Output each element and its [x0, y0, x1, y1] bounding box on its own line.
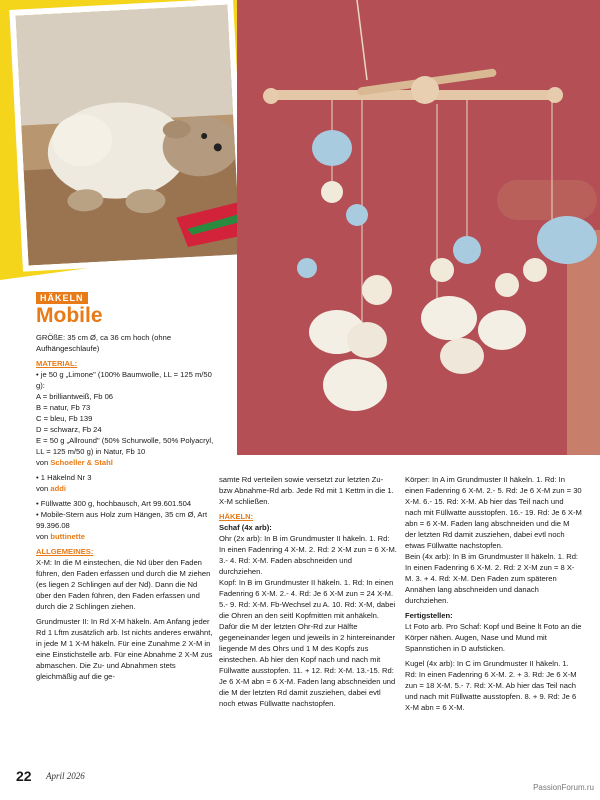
instruction-paragraph: Körper: In A im Grundmuster II häkeln. 1. Rd: In einen Fadenring 6 X-M. 2.- 5. Rd: Je 6 X-M zun = 30 X-M. 6.- 15. Rd: X-M. Ab hier das Teil nach und nach mit Füllwatte ausstopfen. 16.- 19. Rd: Je 6 X-M abn = 6 X-M. Faden lang abschneiden und die M der letzten Rd damit zusziehen, dabei evtl noch etwas Füllwatte nachstopfen.	[405, 475, 582, 550]
material-line: E = 50 g „Allround" (50% Schurwolle, 50% Polyacryl, LL = 125 m/50 g) in Natur, Fb 10	[36, 436, 214, 456]
instruction-paragraph: X-M: In die M einstechen, die Nd über den Faden führen, den Faden erfassen und durch die M ziehen (es liegen 2 Schlingen auf der Nd). Dann die Nd über den Faden führen, den Faden erfassen und durch die 2 Schlingen ziehen.	[36, 558, 211, 611]
page-title: Mobile	[36, 304, 103, 327]
instruction-paragraph: Kopf: In B im Grundmuster II häkeln. 1. Rd: In einen Fadenring 6 X-M. 2.- 4. Rd: Je 6 X-M zun = 24 X-M. 5.- 9. Rd: X-M. Fb-Wechsel zu A. 10. Rd: X-M, dabei die Ohren an den seitl Kopfmitten mit anhäkeln. Dafür die M der letzten Ohr-Rd zur Hälfte gegeneinander legen und jeweils in 2 hintereinander liegende M des Ohrs und 1 M des Kopfs zus einstechen. Ab hier den Kopf nach und nach mit Füllwatte ausstopfen. 11. + 12. Rd: X-M. 13.-15. Rd: Je 6 X-M abn = 6 X-M. Faden lang abschneiden und die M der letzten Rd damit zusziehen, dabei evtl noch etwas Füllwatte nachstopfen.	[219, 578, 396, 708]
vendor-name: buttinette	[50, 532, 85, 541]
column-1	[36, 332, 214, 682]
material-heading: MATERIAL:	[36, 359, 78, 368]
material-line: C = bleu, Fb 139	[36, 414, 93, 423]
material-line: • je 50 g „Limone" (100% Baumwolle, LL = 125 m/50 g):	[36, 370, 212, 390]
instruction-paragraph: Kugel (4x arb): In C im Grundmuster II häkeln. 1. Rd: In einen Fadenring 6 X-M. 2. + 3. Rd: Je 6 X-M zun = 18 X-M. 5.- 7. Rd: X-M. Ab hier das Teil nach und nach mit Füllwatte ausstopfen. 8. + 9. Rd: Je 6 X-M abn = 6 X-M.	[405, 659, 577, 712]
section-label: HÄKELN	[36, 292, 88, 304]
instruction-paragraph: samte Rd verteilen sowie versetzt zur letzten Zu- bzw Abnahme-Rd arb. Jede Rd mit 1 Kettm in die 1. X-M schließen.	[219, 475, 394, 506]
material-line: D = schwarz, Fb 24	[36, 425, 102, 434]
material-line: B = natur, Fb 73	[36, 403, 91, 412]
watermark-site: PassionForum.ru	[533, 783, 594, 792]
instruction-paragraph: Lt Foto arb. Pro Schaf: Kopf und Beine lt Foto an die Körper nähen. Augen, Nase und Mund mit Spannstichen in D aufsticken.	[405, 622, 582, 653]
vendor-line	[36, 531, 214, 542]
finish-heading: Fertigstellen:	[405, 611, 453, 620]
material-line: • Füllwatte 300 g, hochbausch, Art 99.601.504	[36, 499, 192, 508]
vendor-name: Schoeller & Stahl	[50, 458, 113, 467]
material-line: • Mobile-Stern aus Holz zum Hängen, 35 cm Ø, Art 99.396.08	[36, 510, 208, 530]
howto-heading: HÄKELN:	[219, 512, 254, 521]
vendor-prefix: von	[36, 484, 51, 493]
material-line: • 1 Häkelnd Nr 3	[36, 473, 92, 482]
page-number: 22	[16, 768, 32, 784]
vendor-name: addi	[50, 484, 66, 493]
instruction-paragraph: Bein (4x arb): In B im Grundmuster II häkeln. 1. Rd: In einen Fadenring 6 X-M. 2. Rd: 2 X-M zun = 8 X-M. 3. + 4. Rd: X-M. Den Faden zum späteren Annähen lang abschneiden und danach durchziehen.	[405, 552, 579, 605]
vendor-prefix: von	[36, 532, 51, 541]
size-info: GRÖßE: 35 cm Ø, ca 36 cm hoch (ohne Aufhängeschlaufe)	[36, 333, 172, 353]
vendor-line	[36, 483, 214, 494]
general-heading: ALLGEMEINES:	[36, 547, 94, 556]
material-line: A = brilliantweiß, Fb 06	[36, 392, 114, 401]
issue-date: April 2026	[46, 771, 85, 781]
crochet-mobile-photo	[237, 0, 600, 455]
column-3	[405, 474, 582, 713]
vendor-prefix: von	[36, 458, 51, 467]
crochet-sheep-photo	[16, 5, 241, 266]
sheep-heading: Schaf (4x arb):	[219, 523, 272, 532]
vendor-line	[36, 457, 214, 468]
column-2	[219, 474, 397, 709]
instruction-paragraph: Grundmuster II: In Rd X-M häkeln. Am Anfang jeder Rd 1 Lftm zusätzlich arb. Ist nichts anderes erwähnt, in jede M 1 X-M häkeln. Für eine Zunahme 2 X-M in eine Einstichstelle arb. Für eine Abnahme 2 X-M zus abmaschen. Die Zu- und Abnahmen stets gleichmäßig auf die ge-	[36, 617, 213, 681]
instruction-paragraph: Ohr (2x arb): In B im Grundmuster II häkeln. 1. Rd: In einen Fadenring 4 X-M. 2. Rd: 2 X-M zun = 6 X-M. 3.- 4. Rd: X-M. Faden abschneiden und durchziehen.	[219, 534, 397, 576]
